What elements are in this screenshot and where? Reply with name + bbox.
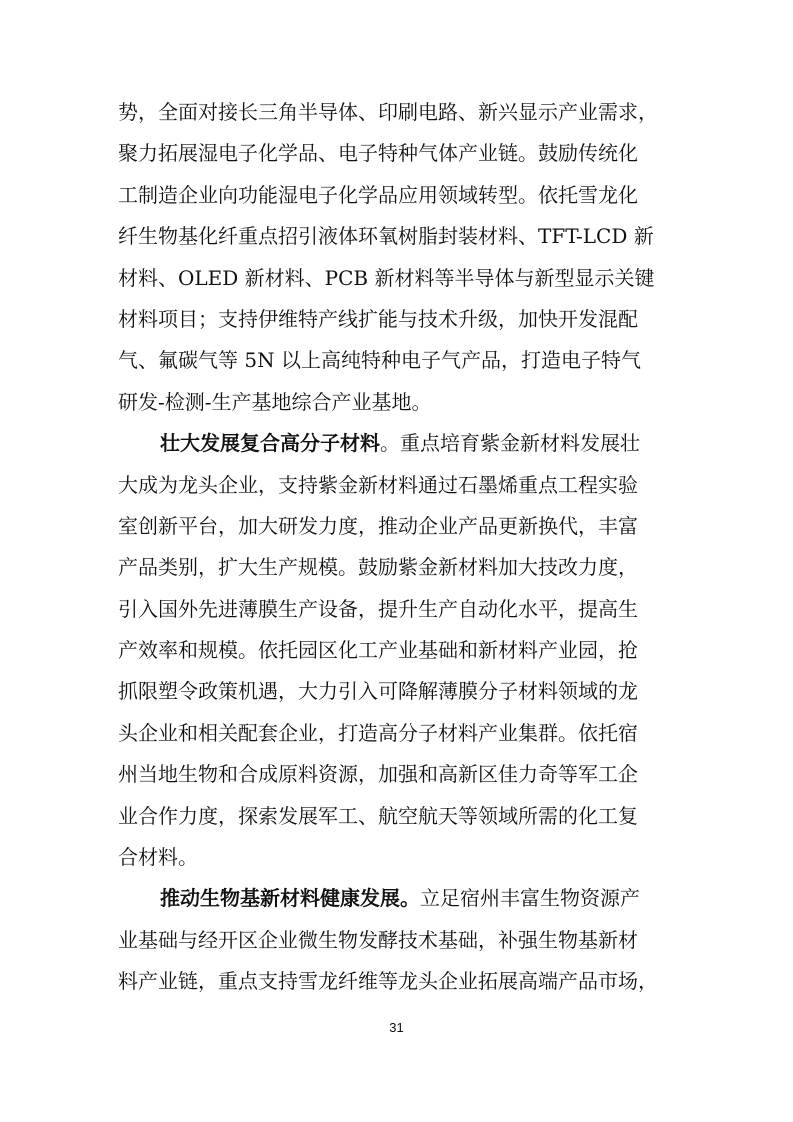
paragraph-bio-based-materials bbox=[118, 878, 678, 1002]
paragraph-electronic-chemicals bbox=[118, 92, 678, 423]
text-line: 业合作力度，探索发展军工、航空航天等领域所需的化工复 bbox=[118, 803, 638, 828]
paragraph-first-line-text: 。重点培育紫金新材料发展壮 bbox=[380, 431, 640, 456]
paragraph-first-line bbox=[118, 423, 678, 464]
text-line: 研发-检测-生产基地综合产业基地。 bbox=[118, 389, 432, 414]
paragraph-first-line bbox=[118, 878, 678, 919]
text-line: 头企业和相关配套企业，打造高分子材料产业集群。依托宿 bbox=[118, 720, 638, 745]
text-line: 大成为龙头企业，支持紫金新材料通过石墨烯重点工程实验 bbox=[118, 472, 638, 497]
page-number: 31 bbox=[389, 1020, 404, 1035]
paragraph-first-line-text: 立足宿州丰富生物资源产 bbox=[420, 886, 640, 911]
text-line: 气、氟碳气等 5N 以上高纯特种电子气产品，打造电子特气 bbox=[118, 348, 641, 373]
text-line: 抓限塑令政策机遇，大力引入可降解薄膜分子材料领域的龙 bbox=[118, 679, 638, 704]
text-line: 业基础与经开区企业微生物发酵技术基础，补强生物基新材 bbox=[118, 927, 638, 952]
text-line: 势，全面对接长三角半导体、印刷电路、新兴显示产业需求， bbox=[118, 100, 658, 124]
text-line: 室创新平台，加大研发力度，推动企业产品更新换代，丰富 bbox=[118, 513, 638, 538]
paragraph-polymer-materials bbox=[118, 423, 678, 878]
body-text bbox=[118, 92, 678, 1003]
text-line: 产效率和规模。依托园区化工产业基础和新材料产业园，抢 bbox=[118, 638, 638, 663]
text-line: 工制造企业向功能湿电子化学品应用领域转型。依托雪龙化 bbox=[118, 182, 638, 207]
text-line: 聚力拓展湿电子化学品、电子特种气体产业链。鼓励传统化 bbox=[118, 141, 638, 166]
text-line: 材料、OLED 新材料、PCB 新材料等半导体与新型显示关键 bbox=[118, 265, 655, 290]
text-line: 州当地生物和合成原料资源，加强和高新区佳力奇等军工企 bbox=[118, 762, 638, 787]
text-line: 合材料。 bbox=[118, 845, 198, 870]
text-line: 纤生物基化纤重点招引液体环氧树脂封装材料、TFT-LCD 新 bbox=[118, 224, 654, 249]
text-line: 料产业链，重点支持雪龙纤维等龙头企业拓展高端产品市场， bbox=[118, 969, 658, 994]
text-line: 引入国外先进薄膜生产设备，提升生产自动化水平，提高生 bbox=[118, 596, 638, 621]
text-line: 材料项目；支持伊维特产线扩能与技术升级，加快开发混配 bbox=[118, 306, 638, 331]
paragraph-heading: 推动生物基新材料健康发展。 bbox=[160, 886, 420, 911]
paragraph-heading: 壮大发展复合高分子材料 bbox=[160, 431, 380, 456]
text-line: 产品类别，扩大生产规模。鼓励紫金新材料加大技改力度， bbox=[118, 555, 638, 580]
